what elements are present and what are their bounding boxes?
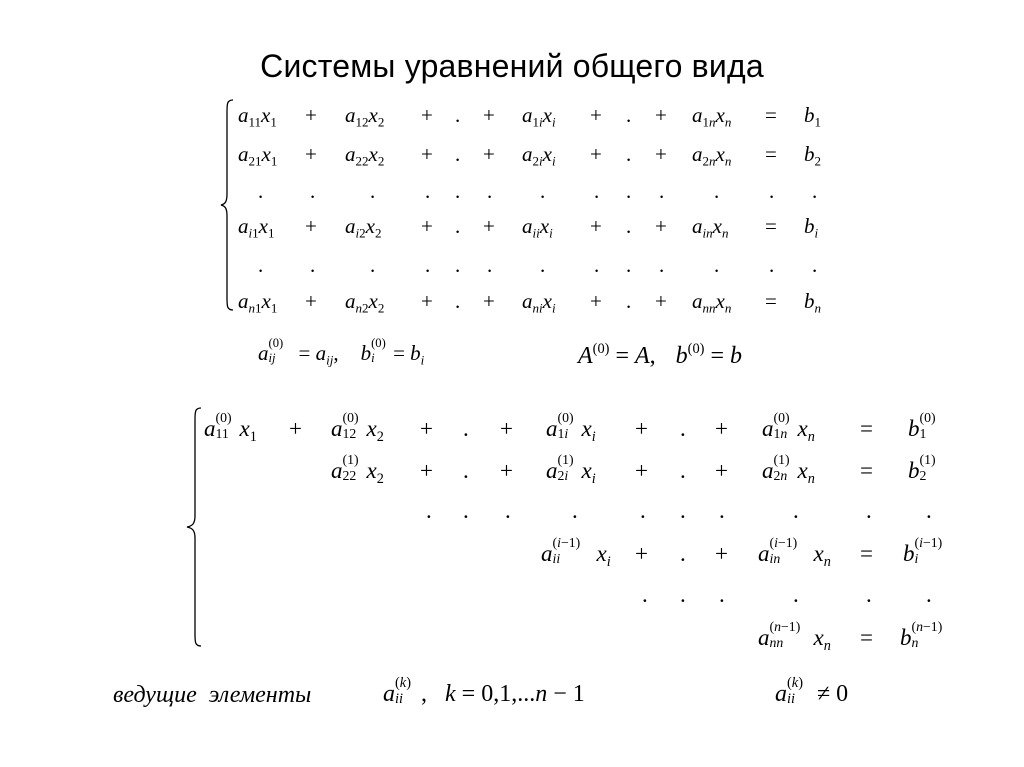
s1-row-5: . (258, 253, 264, 277)
slide-title: Системы уравнений общего вида (260, 48, 764, 84)
s1-row-6: $a_{n1}x_1$ (238, 289, 278, 316)
initial-right: $A^{(0)} = A$, $b^{(0)} = b$ (578, 341, 742, 370)
footer-label: ведущие элементы (113, 682, 312, 708)
footer-nonzero: a (k) ii ≠ 0 (775, 674, 849, 708)
system1-brace (219, 98, 235, 312)
s2-row-4: a (i−1) ii $x_i$ (541, 534, 611, 570)
s2-row-3: . (426, 498, 432, 523)
system2-brace (185, 406, 203, 648)
s2-row-2: a (1) 22 $x_2$ (331, 451, 384, 487)
initial-left: a (0) ij = $a_{ij}$, b (0) i = $b_i$ (258, 336, 425, 368)
s1-row-1: $a_{11}x_1$ (238, 103, 277, 130)
s1-row-4: $a_{i1}x_1$ (238, 214, 275, 241)
s2-row-6: a (n−1) nn $x_n$ (758, 618, 831, 654)
s1-row-2: $a_{21}x_1$ (238, 142, 278, 169)
footer-formula: a (k) ii , k = 0,1,...n − 1 (383, 674, 585, 708)
s2-row-1: a (0) 11 $x_1$ (204, 409, 257, 445)
s2-row-5: . (642, 582, 648, 607)
s1-row-3: . (258, 179, 264, 203)
